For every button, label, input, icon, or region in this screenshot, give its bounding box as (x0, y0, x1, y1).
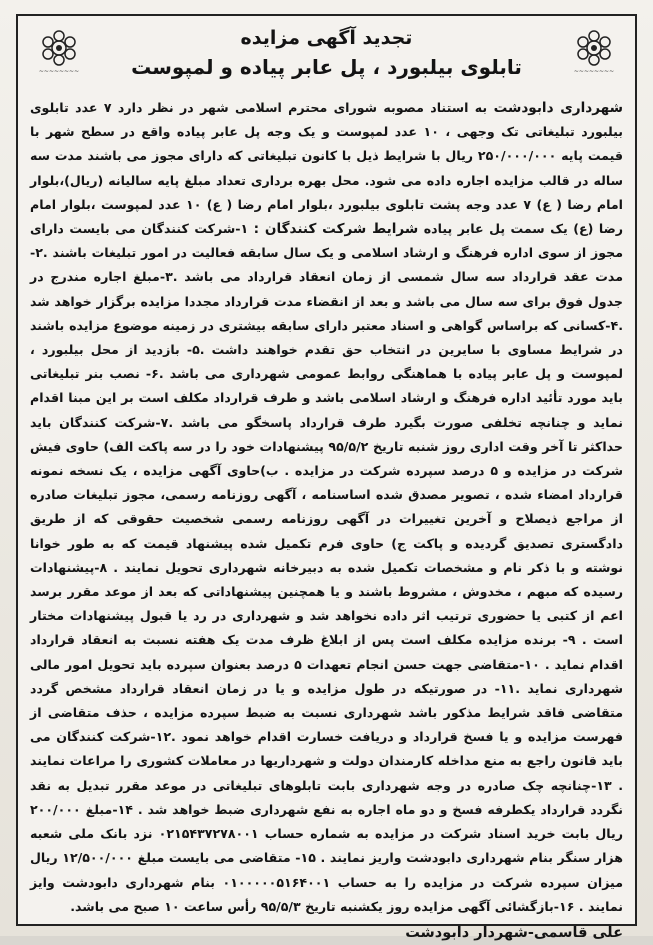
auction-notice (16, 14, 637, 941)
municipality-emblem-icon: ~~~~~~~~ (34, 28, 84, 84)
notice-header (30, 24, 623, 88)
signature: علی قاسمی-شهردار دابودشت (405, 924, 623, 941)
conditions-text: ۱-شرکت کنندگان می بایست دارای مجوز از سوی اداره فرهنگ و ارشاد اسلامی و یک سال سابقه فعالیت در امور تبلیغات باشند .۲-مدت عقد قرارداد سه سال شمسی از زمان انعقاد قرارداد می باشد .۳-مبلغ اجاره مندرج در جدول فوق برای سه سال می باشد و بعد از انقضاء مدت قرارداد مجددا مزایده برگزار خواهد شد .۴-کسانی که براساس گواهی و اسناد معتبر دارای سابقه بیشتری در زمینه موضوع مزایده باشند در شرایط مساوی با سایرین در انتخاب حق تقدم خواهند داشت .۵- بازدید از محل بیلبورد ، لمپوست و پل عابر پیاده با هماهنگی روابط عمومی شهرداری می باشد .۶- نصب بنر تبلیغاتی باید مورد تأئید اداره فرهنگ و ارشاد اسلامی باشد و طرف قرارداد مکلف است بر این مبنا اقدام نماید و چنانچه تخلفی صورت بگیرد طرف قرارداد پاسخگو می باشد .۷-شرکت کنندگان باید حداکثر تا آخر وقت اداری روز شنبه تاریخ ۹۵/۵/۲ پیشنهادات خود را در سه پاکت الف) حاوی فیش شرکت در مزایده و ۵ درصد سپرده شرکت در مزایده . ب)حاوی آگهی مزایده ، یک نسخه نمونه قرارداد امضاء شده ، تصویر مصدق شده اساسنامه ، آگهی روزنامه رسمی، مجوز تبلیغات صادره از مراجع ذیصلاح و آخرین تغییرات در آگهی روزنامه رسمی شخصیت حقوقی که از طریق دادگستری تصدیق گردیده و پاکت ج) حاوی فرم تکمیل شده پیشنهاد قیمت که به طور خوانا نوشته و با ذکر نام و مشخصات تکمیل شده به دبیرخانه شهرداری تحویل نمایند . ۸-پیشنهادات رسیده که مبهم ، مخدوش ، مشروط باشند و یا همچنین پیشنهاداتی که بعد از موعد مقرر برسد اعم از کتبی یا حضوری ترتیب اثر داده نخواهد شد و شهرداری در رد یا قبول پیشنهادات مختار است . ۹- برنده مزایده مکلف است پس از ابلاغ ظرف مدت یک هفته نسبت به انعقاد قرارداد اقدام نماید . ۱۰-متقاضی جهت حسن انجام تعهدات ۵ درصد بعنوان سپرده باید تحویل امور مالی شهرداری نماید .۱۱- در صورتیکه در طول مزایده و یا در زمان انعقاد قرارداد مشخص گردد متقاضی فاقد شرایط مذکور باشد شهرداری نسبت به ضبط سپرده مزایده ، حذف متقاضی از فهرست مزایده و یا فسخ قرارداد و دریافت خسارت اقدام خواهد نمود .۱۲-شرکت کنندگان می باید قانون راجع به منع مداخله کارمندان دولت و شهرداریها در معاملات کشوری را مراعات نمایند . ۱۳-چنانچه چک صادره در وجه شهرداری بابت تابلوهای تبلیغاتی در موعد مقرر تبدیل به نقد نگردد قرارداد یکطرفه فسخ و دو ماه اجاره به نفع شهرداری ضبط خواهد شد . ۱۴-مبلغ ۲۰۰/۰۰۰ ریال بابت خرید اسناد شرکت در مزایده به شماره حساب ۰۲۱۵۴۳۷۲۷۸۰۰۱ نزد بانک ملی شعبه هزار سنگر بنام شهرداری دابودشت واریز نمایند . ۱۵- متقاضی می بایست مبلغ ۱۲/۵۰۰/۰۰۰ ریال میزان سپرده شرکت در مزایده را به حساب ۰۱۰۰۰۰۰۵۱۶۴۰۰۱ بنام شهرداری دابودشت وایز نمایند . ۱۶-بازگشائی آگهی مزایده روز یکشنبه تاریخ ۹۵/۵/۳ رأس ساعت ۱۰ صبح می باشد. (30, 221, 624, 914)
notice-intro: به استناد مصوبه شورای محترم اسلامی شهر در نظر دارد ۷ عدد تابلوی بیلبورد تبلیغاتی تک وجهی ، ۱۰ عدد لمپوست و یک وجه پل عابر پیاده واقع در سطح شهر با قیمت پایه ۲۵۰/۰۰۰/۰۰۰ ریال با شرایط ذیل با کانون تبلیغاتی که دارای مجوز می باشند مدت سه ساله در قالب مزایده اجاره داده می شود. محل بهره برداری تعداد مبلغ پایه سالیانه (ریال)،بلوار امام رضا ( ع) ۷ عدد وجه پشت تابلوی بیلبورد ،بلوار امام رضا ( ع) ۱۰ عدد لمپوست ،بلوار امام رضا (ع) یک سمت پل عابر پیاده (30, 100, 624, 237)
notice-body (30, 96, 623, 919)
notice-subtitle: تابلوی بیلبورد ، پل عابر پیاده و لمپوست (131, 55, 522, 79)
conditions-heading: شرایط شرکت کنندگان : (253, 221, 419, 238)
municipality-name: شهرداری دابودشت (493, 100, 624, 116)
municipality-emblem-icon: ~~~~~~~~ (569, 28, 619, 84)
notice-title: تجدید آگهی مزایده (240, 27, 413, 49)
